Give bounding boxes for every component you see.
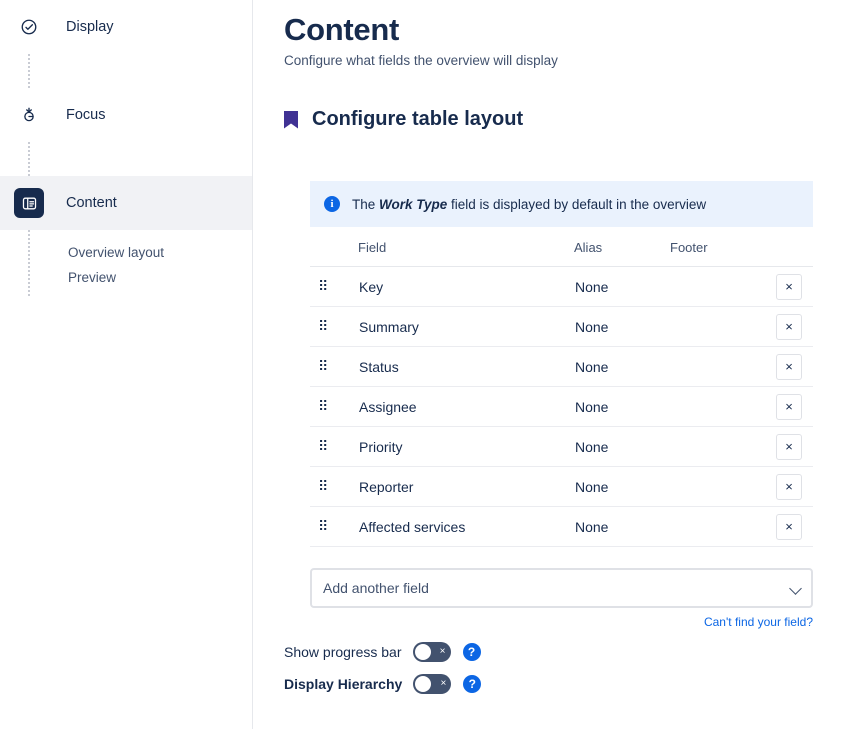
row-field-name: Key xyxy=(358,267,574,307)
row-alias-value[interactable]: None xyxy=(574,427,670,467)
sidebar-item-focus[interactable] xyxy=(0,88,252,142)
row-footer-value[interactable] xyxy=(670,507,765,547)
row-alias-value[interactable]: None xyxy=(574,467,670,507)
column-header-field: Field xyxy=(358,240,574,267)
remove-field-button[interactable]: × xyxy=(776,314,802,340)
sidebar-subitems xyxy=(28,230,252,296)
help-icon[interactable]: ? xyxy=(463,643,481,661)
page-subtitle: Configure what fields the overview will display xyxy=(284,53,558,68)
row-footer-value[interactable] xyxy=(670,267,765,307)
table-row xyxy=(310,387,813,427)
info-banner xyxy=(310,181,813,227)
row-field-name: Priority xyxy=(358,427,574,467)
toggle-knob xyxy=(415,676,431,692)
content-layout-icon xyxy=(14,188,44,218)
drag-handle-icon[interactable]: ⠿ xyxy=(310,267,358,307)
column-header-footer: Footer xyxy=(670,240,765,267)
row-action-cell xyxy=(765,427,813,467)
row-action-cell xyxy=(765,387,813,427)
display-hierarchy-toggle[interactable] xyxy=(413,674,451,694)
sidebar-connector-2 xyxy=(28,142,30,176)
column-header-alias: Alias xyxy=(574,240,670,267)
info-banner-prefix: The xyxy=(352,196,380,212)
focus-target-icon xyxy=(14,100,44,130)
add-field-row xyxy=(310,568,813,608)
row-alias-value[interactable]: None xyxy=(574,307,670,347)
drag-handle-icon[interactable]: ⠿ xyxy=(310,387,358,427)
info-banner-text xyxy=(352,197,706,212)
remove-field-button[interactable]: × xyxy=(776,394,802,420)
row-footer-value[interactable] xyxy=(670,427,765,467)
sidebar-item-label-content: Content xyxy=(66,195,117,211)
row-footer-value[interactable] xyxy=(670,467,765,507)
drag-handle-icon[interactable]: ⠿ xyxy=(310,307,358,347)
section-heading-group xyxy=(284,108,523,131)
row-field-name: Affected services xyxy=(358,507,574,547)
toggle-off-glyph: × xyxy=(440,678,447,689)
remove-field-button[interactable]: × xyxy=(776,274,802,300)
drag-handle-icon[interactable]: ⠿ xyxy=(310,427,358,467)
row-action-cell xyxy=(765,467,813,507)
row-footer-value[interactable] xyxy=(670,387,765,427)
add-field-select[interactable] xyxy=(310,568,813,608)
toggle-settings xyxy=(284,636,824,700)
table-row xyxy=(310,267,813,307)
table-row xyxy=(310,507,813,547)
row-alias-value[interactable]: None xyxy=(574,347,670,387)
sidebar-item-label-focus: Focus xyxy=(66,107,106,123)
remove-field-button[interactable]: × xyxy=(776,474,802,500)
row-field-name: Summary xyxy=(358,307,574,347)
sidebar-item-display[interactable] xyxy=(0,0,252,54)
display-check-icon xyxy=(14,12,44,42)
table-row xyxy=(310,347,813,387)
drag-handle-icon[interactable]: ⠿ xyxy=(310,467,358,507)
info-banner-emphasis: Work Type xyxy=(379,196,448,212)
sidebar-subitem-preview[interactable]: Preview xyxy=(68,270,117,285)
wizard-sidebar xyxy=(0,0,253,729)
column-header-action xyxy=(765,240,813,267)
cant-find-field-link[interactable]: Can't find your field? xyxy=(703,615,813,629)
fields-table xyxy=(310,240,813,547)
row-field-name: Assignee xyxy=(358,387,574,427)
drag-handle-icon[interactable]: ⠿ xyxy=(310,347,358,387)
toggle-off-glyph: × xyxy=(439,646,446,657)
page-title: Content xyxy=(284,12,399,47)
info-banner-suffix: field is displayed by default in the overview xyxy=(447,196,707,212)
table-header-row xyxy=(310,240,813,267)
table-layout-panel xyxy=(310,181,813,629)
row-action-cell xyxy=(765,347,813,387)
sidebar-connector-1 xyxy=(28,54,30,88)
info-icon: i xyxy=(324,196,340,212)
row-alias-value[interactable]: None xyxy=(574,507,670,547)
help-icon[interactable]: ? xyxy=(463,675,481,693)
sidebar-subitem-overview-layout[interactable]: Overview layout xyxy=(68,245,165,260)
toggle-knob xyxy=(415,644,431,660)
row-action-cell xyxy=(765,307,813,347)
toggle-row-progress-bar xyxy=(284,636,824,668)
row-footer-value[interactable] xyxy=(670,307,765,347)
drag-handle-icon[interactable]: ⠿ xyxy=(310,507,358,547)
sidebar-item-content[interactable] xyxy=(0,176,252,230)
row-alias-value[interactable]: None xyxy=(574,387,670,427)
column-header-handle xyxy=(310,240,358,267)
table-row xyxy=(310,427,813,467)
remove-field-button[interactable]: × xyxy=(776,354,802,380)
display-hierarchy-label: Display Hierarchy xyxy=(284,676,403,692)
row-field-name: Reporter xyxy=(358,467,574,507)
toggle-row-display-hierarchy xyxy=(284,668,824,700)
remove-field-button[interactable]: × xyxy=(776,514,802,540)
row-action-cell xyxy=(765,507,813,547)
show-progress-bar-label: Show progress bar xyxy=(284,644,402,660)
bookmark-flag-icon xyxy=(284,111,298,129)
section-heading: Configure table layout xyxy=(312,108,524,130)
sidebar-item-label-display: Display xyxy=(66,19,114,35)
row-footer-value[interactable] xyxy=(670,347,765,387)
table-row xyxy=(310,467,813,507)
show-progress-bar-toggle[interactable] xyxy=(413,642,451,662)
remove-field-button[interactable]: × xyxy=(776,434,802,460)
row-alias-value[interactable]: None xyxy=(574,267,670,307)
table-row xyxy=(310,307,813,347)
row-field-name: Status xyxy=(358,347,574,387)
row-action-cell xyxy=(765,267,813,307)
main-content xyxy=(253,0,865,729)
